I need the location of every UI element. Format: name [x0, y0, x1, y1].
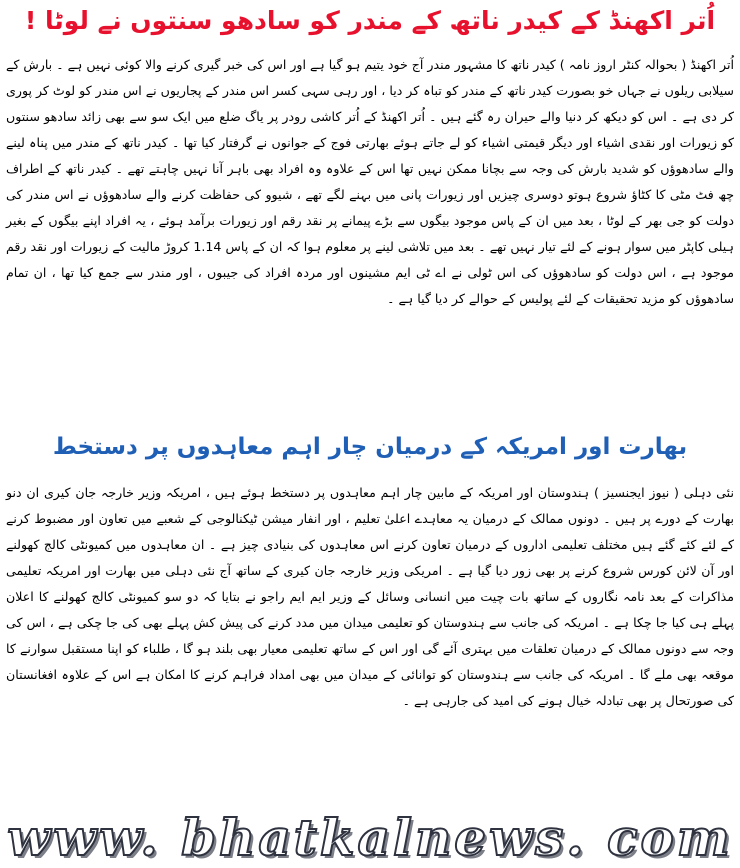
- article-body: اُتر اکھنڈ ( بحوالہ کنٹر اروز نامہ ) کیدر ناتھ کا مشہور مندر آج خود یتیم ہو گیا ہے اور اس کی خبر گیری کرنے والا کوئی نہیں ہے ۔ بارش کے سیلابی ریلوں نے جہاں خو بصورت کیدر ناتھ کے مندر کو تباہ کر دیا ، اور رہی سہی کسر اس مندر کے پجاریوں نے اس مندر کو لوٹ کر پوری کر دی ہے ۔ اس کو دیکھ کر دنیا والے حیران رہ گئے ہیں ۔ اُتر اکھنڈ کے اُتر کاشی رودر پر یاگ ضلع میں ایک سو سے بھی زائد سادھو سنتوں کو زیورات اور نقدی اشیاء اور دیگر قیمتی اشیاء کو لے جاتے ہوئے بھارتی فوج کے جوانوں نے گرفتار کیا تھا ۔ کیدر ناتھ کے مندر میں پناہ لینے والے سادھوؤں کو شدید بارش کی وجہ سے بچانا ممکن نہیں تھا اس کے علاوہ وہ افراد بھی باہر آنا نہیں چاہتے تھے ۔ کیدر ناتھ کے اطراف چھ فٹ مٹی کا کٹاؤ شروع ہوتو دوسری چیزیں اور زیورات پانی میں بہنے لگے تھے ، شیوو کی حفاظت کرنے والے سادھوؤں نے اس مندر کی دولت کو جی بھر کے لوٹا ، بعد میں ان کے پاس موجود بیگوں سے بڑے پیمانے پر نقد رقم اور زیورات برآمد ہوئے ، یہ افراد اپنے بیگوں کے بغیر ہیلی کاپٹر میں سوار ہونے کے لئے تیار نہیں تھے ۔ بعد میں تلاشی لینے پر معلوم ہوا کہ ان کے پاس 1.14 کروڑ مالیت کے زیورات اور نقد رقم موجود ہے ، اس دولت کو سادھوؤں کی اس ٹولی نے اے ٹی ایم مشینوں اور مردہ افراد کی جیبوں ، اور مندر سے جمع کیا تھا ، ان تمام سادھوؤں کو مزید تحقیقات کے لئے پولیس کے حوالے کر دیا گیا ہے ۔: [6, 57, 734, 306]
- headline-kedarnath-temple: اُتر اکھنڈ کے کیدر ناتھ کے مندر کو سادھو سنتوں نے لوٹا !: [24, 6, 716, 35]
- website-watermark: www. bhatkalnews. com: [7, 808, 733, 867]
- article-india-us-agreements: [6, 480, 734, 714]
- article-kedarnath-temple: [6, 52, 734, 312]
- article-body: نئی دہلی ( نیوز ایجنسیز ) ہندوستان اور امریکہ کے مابین چار اہم معاہدوں پر دستخط ہوئے ہیں ، امریکہ وزیر خارجہ جان کیری ان دنو بھارت کے دورے پر ہیں ۔ دونوں ممالک کے درمیان یہ معاہدے اعلیٰ تعلیم ، اور انفار میشن ٹیکنالوجی کے شعبے میں تعاون اور مضبوط کرنے کے لئے کئے گئے ہیں مختلف تعلیمی اداروں کے درمیان تعاون کرنے اس معاہدوں کی بنیادی چیز ہے ۔ ان معاہدوں میں کمیونٹی کالج کھولنے اور آن لائن کورس شروع کرنے پر بھی زور دیا گیا ہے ۔ امریکی وزیر خارجہ جان کیری کے ساتھ آج نئی دہلی میں بھارت اور امریکہ تعلیمی مذاکرات کے بعد نامہ نگاروں کے ساتھ بات چیت میں انسانی وسائل کے وزیر ایم ایم راجو نے بتایا کہ دو سو کمیونٹی کالج کھولنے کا اعلان پہلے ہی کیا جا چکا ہے ۔ امریکہ کی جانب سے ہندوستان کو تعلیمی میدان میں مدد کرنے کی پیش کش پہلے بھی کی جا چکی ہے ، اس کی وجہ سے دونوں ممالک کے درمیان تعلقات میں بہتری آئے گی اور اس کے ساتھ تعلیمی معیار بھی بلند ہو گا ، طلباء کو اپنا مستقبل سوارنے کا موقعہ بھی ملے گا ۔ امریکہ کی جانب سے ہندوستان کو توانائی کے میدان میں بھی امداد فراہم کرنے کا امکان ہے اس کے علاوہ افغانستان کی صورتحال پر بھی تبادلہ خیال ہونے کی امید کی جارہی ہے ۔: [6, 485, 734, 708]
- headline-india-us-agreements: بھارت اور امریکہ کے درمیان چار اہم معاہدوں پر دستخط: [52, 434, 688, 460]
